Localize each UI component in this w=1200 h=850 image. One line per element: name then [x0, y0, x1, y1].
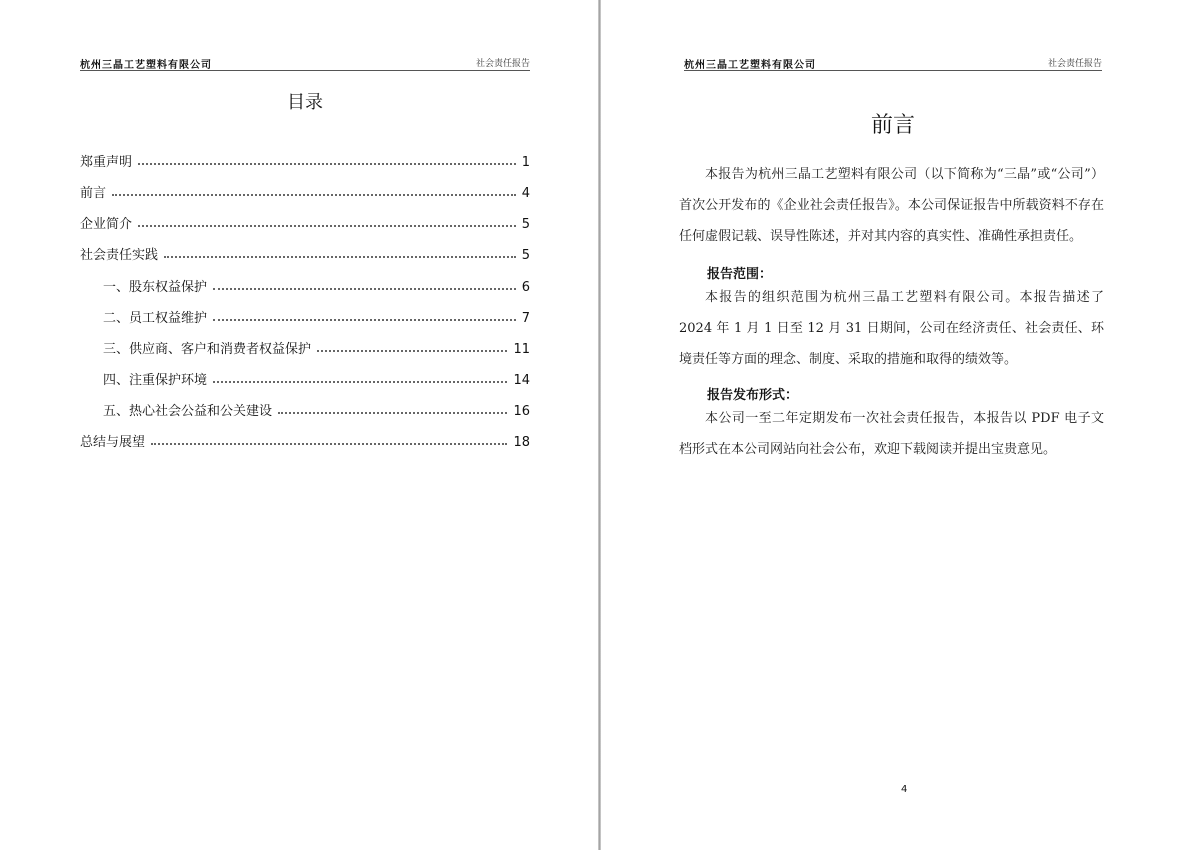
format-heading: 报告发布形式：: [707, 388, 799, 403]
toc-entry-page: 16: [513, 404, 530, 419]
toc-leader-dots: [151, 443, 507, 445]
toc-leader-dots: [138, 225, 516, 227]
header-report-title: 社会责任报告: [475, 59, 530, 69]
header-rule: [80, 70, 530, 71]
toc-entry-label: 一、股东权益保护: [103, 280, 208, 295]
toc-entry[interactable]: [80, 243, 530, 263]
preface-intro-paragraph: 本报告为杭州三晶工艺塑料有限公司（以下简称为“三晶”或“公司”）首次公开发布的《企业社会责任报告》。本公司保证报告中所载资料不存在任何虚假记载、误导性陈述，并对其内容的真实性、准确性承担责任。: [679, 167, 1104, 244]
scope-heading: 报告范围：: [707, 267, 773, 282]
toc-entry[interactable]: [80, 181, 530, 201]
toc-leader-dots: [213, 288, 516, 290]
page-number: 4: [901, 784, 908, 795]
toc-subentry[interactable]: [103, 306, 530, 326]
toc-entry-page: 5: [521, 217, 530, 232]
scope-paragraph: 本报告的组织范围为杭州三晶工艺塑料有限公司。本报告描述了 2024 年 1 月 1 日至 12 月 31 日期间，公司在经济责任、社会责任、环境责任等方面的理念、制度、采取的措施和取得的绩效等。: [679, 290, 1104, 367]
toc-entry-page: 6: [521, 280, 530, 295]
toc-leader-dots: [213, 319, 516, 321]
toc-subentry[interactable]: [103, 337, 530, 357]
page-header: [80, 56, 530, 70]
format-paragraph: 本公司一至二年定期发布一次社会责任报告，本报告以 PDF 电子文档形式在本公司网站向社会公布，欢迎下载阅读并提出宝贵意见。: [679, 411, 1104, 457]
toc-leader-dots: [138, 163, 516, 165]
header-rule: [684, 70, 1102, 71]
toc-entry-label: 社会责任实践: [80, 248, 159, 263]
page-header: [684, 56, 1102, 70]
toc-entry[interactable]: [80, 430, 530, 450]
preface-title: 前言: [870, 113, 915, 138]
header-report-title: 社会责任报告: [1047, 59, 1102, 69]
toc-leader-dots: [278, 412, 507, 414]
toc-entry-label: 四、注重保护环境: [103, 373, 208, 388]
toc-subentry[interactable]: [103, 275, 530, 295]
toc-entry-page: 5: [521, 248, 530, 263]
toc-entry-label: 五、热心社会公益和公关建设: [103, 404, 273, 419]
header-company-name: 杭州三晶工艺塑料有限公司: [684, 60, 816, 71]
toc-entry-label: 前言: [80, 186, 107, 201]
right-page: [601, 0, 1200, 850]
toc-leader-dots: [164, 256, 516, 258]
toc-leader-dots: [317, 350, 507, 352]
toc-leader-dots: [112, 194, 516, 196]
toc-entry-page: 4: [521, 186, 530, 201]
toc-entry-page: 18: [513, 435, 530, 450]
toc-subentry[interactable]: [103, 368, 530, 388]
toc-subentry[interactable]: [103, 399, 530, 419]
toc-entry-page: 7: [521, 311, 530, 326]
toc-leader-dots: [213, 381, 507, 383]
toc-entry[interactable]: [80, 150, 530, 170]
toc-entry-page: 14: [513, 373, 530, 388]
toc-entry-label: 企业简介: [80, 217, 133, 232]
toc-entry-label: 总结与展望: [80, 435, 146, 450]
toc-entry[interactable]: [80, 212, 530, 232]
toc-entry-page: 1: [521, 155, 530, 170]
toc-entry-page: 11: [513, 342, 530, 357]
toc-entry-label: 三、供应商、客户和消费者权益保护: [103, 342, 312, 357]
toc-entry-label: 郑重声明: [80, 155, 133, 170]
toc-title: 目录: [287, 92, 323, 113]
toc-entry-label: 二、员工权益维护: [103, 311, 208, 326]
header-company-name: 杭州三晶工艺塑料有限公司: [80, 60, 212, 71]
